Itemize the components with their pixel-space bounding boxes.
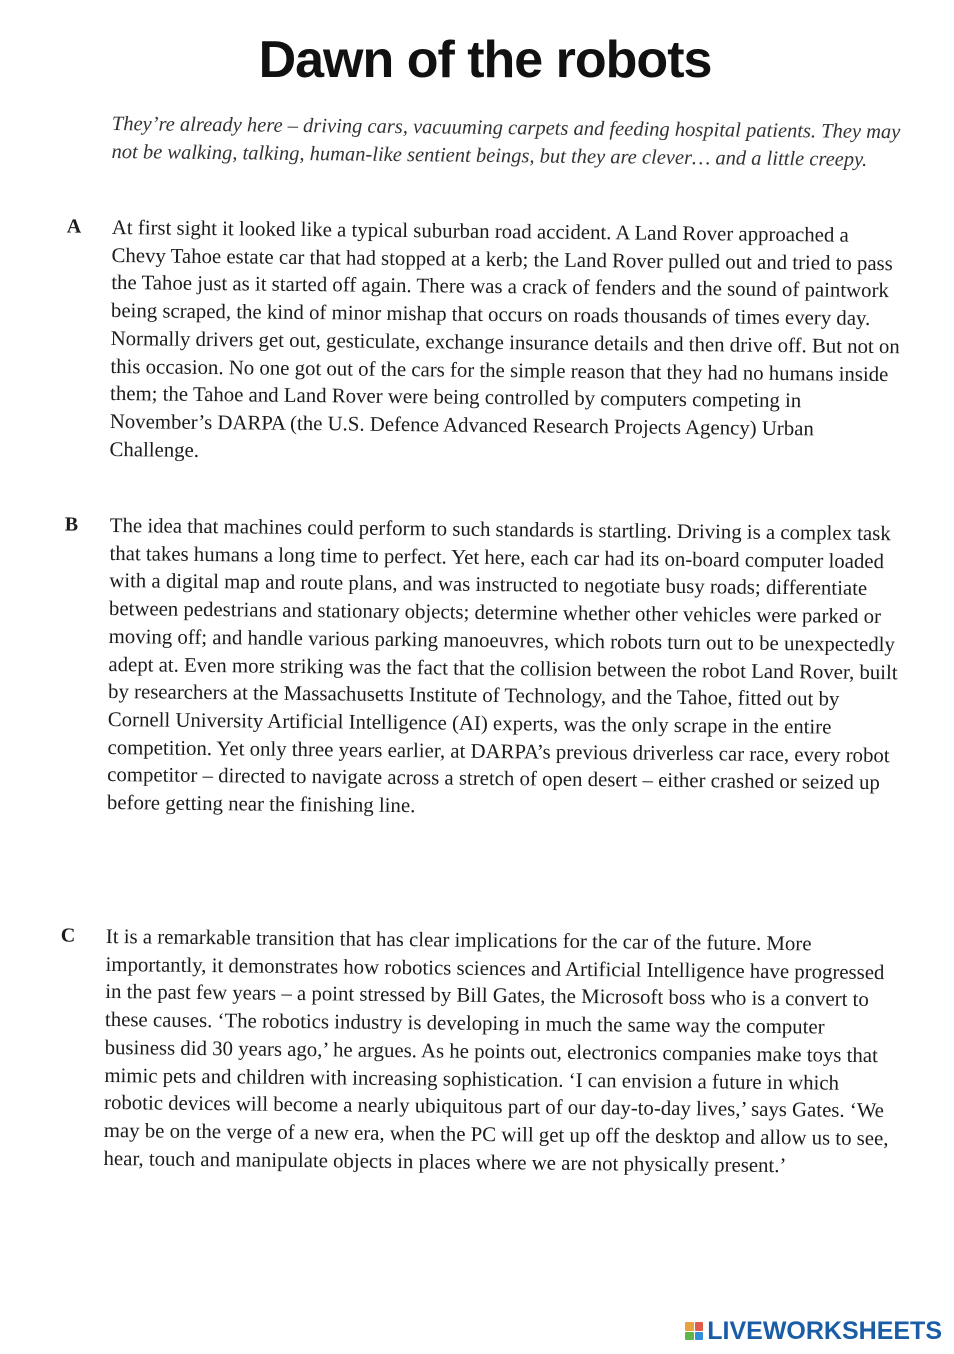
section-text: The idea that machines could perform to such standards is startling. Driving is a complex task that takes humans a long time to perfect. Yet here, each car had its on-board computer loaded with a digital map and route plans, and was instructed to negotiate busy roads; differentiate between pedestrians and stationary objects; determine whether other vehicles were parked or moving off; and handle various parking manoeuvres, which robots turn out to be unexpectedly adept at. Even more striking was the fact that the collision between the robot Land Rover, built by researchers at the Massachusetts Institute of Technology, and the Tahoe, fitted out by Cornell University Artificial Intelligence (AI) experts, was the only scrape in the entire competition. Yet only three years earlier, at DARPA’s previous driverless car race, every robot competitor – directed to navigate across a stretch of open desert – either crashed or seized up before getting near the finishing line.: [106, 513, 898, 818]
page-title: Dawn of the robots: [258, 31, 712, 89]
liveworksheets-logo-icon: [685, 1322, 703, 1340]
section-text: It is a remarkable transition that has clear implications for the car of the future. More importantly, it demonstrates how robotics sciences and Artificial Intelligence have progressed in the past few years – a point stressed by Bill Gates, the Microsoft boss who is a convert to these causes. ‘The robotics industry is developing in much the same way the computer business did 30 years ago,’ he argues. As he points out, electronics companies make toys that mimic pets and children with increasing sophistication. ‘I can envision a future in which robotic devices will become a nearly ubiquitous part of our day-to-day lives,’ says Gates. ‘We may be on the verge of a new era, when the PC will get up off the desktop and allow us to see, hear, touch and manipulate objects in places where we are not physically present.’: [103, 924, 889, 1177]
logo-square-tl: [685, 1322, 694, 1331]
logo-text: LIVEWORKSHEETS: [707, 1316, 942, 1345]
section-a: [66, 214, 902, 472]
section-b: [64, 512, 900, 825]
section-c: [60, 923, 896, 1181]
section-text: At first sight it looked like a typical suburban road accident. A Land Rover approached a Chevy Tahoe estate car that had stopped at a kerb; the Land Rover pulled out and tried to pass the Tahoe just as it started off again. There was a crack of fenders and the sound of paintwork being scraped, the kind of minor mishap that occurs on roads thousands of times every day. Normally drivers get out, gesticulate, exchange insurance details and then drive off. But not on this occasion. No one got out of the cars for the simple reason that they had no humans inside them; the Tahoe and Land Rover were being controlled by computers competing in November’s DARPA (the U.S. Defence Advanced Research Projects Agency) Urban Challenge.: [109, 215, 900, 462]
section-letter: A: [66, 215, 82, 238]
logo-square-tr: [695, 1322, 704, 1331]
intro-paragraph: They’re already here – driving cars, vacuuming carpets and feeding hospital patients. They may not be walking, talking, human-like sentient beings, but they are clever… and a little creepy.: [111, 112, 901, 171]
section-letter: C: [60, 924, 76, 947]
liveworksheets-logo: [685, 1316, 942, 1346]
logo-square-bl: [685, 1332, 694, 1341]
section-letter: B: [64, 513, 79, 536]
logo-square-br: [695, 1332, 704, 1341]
